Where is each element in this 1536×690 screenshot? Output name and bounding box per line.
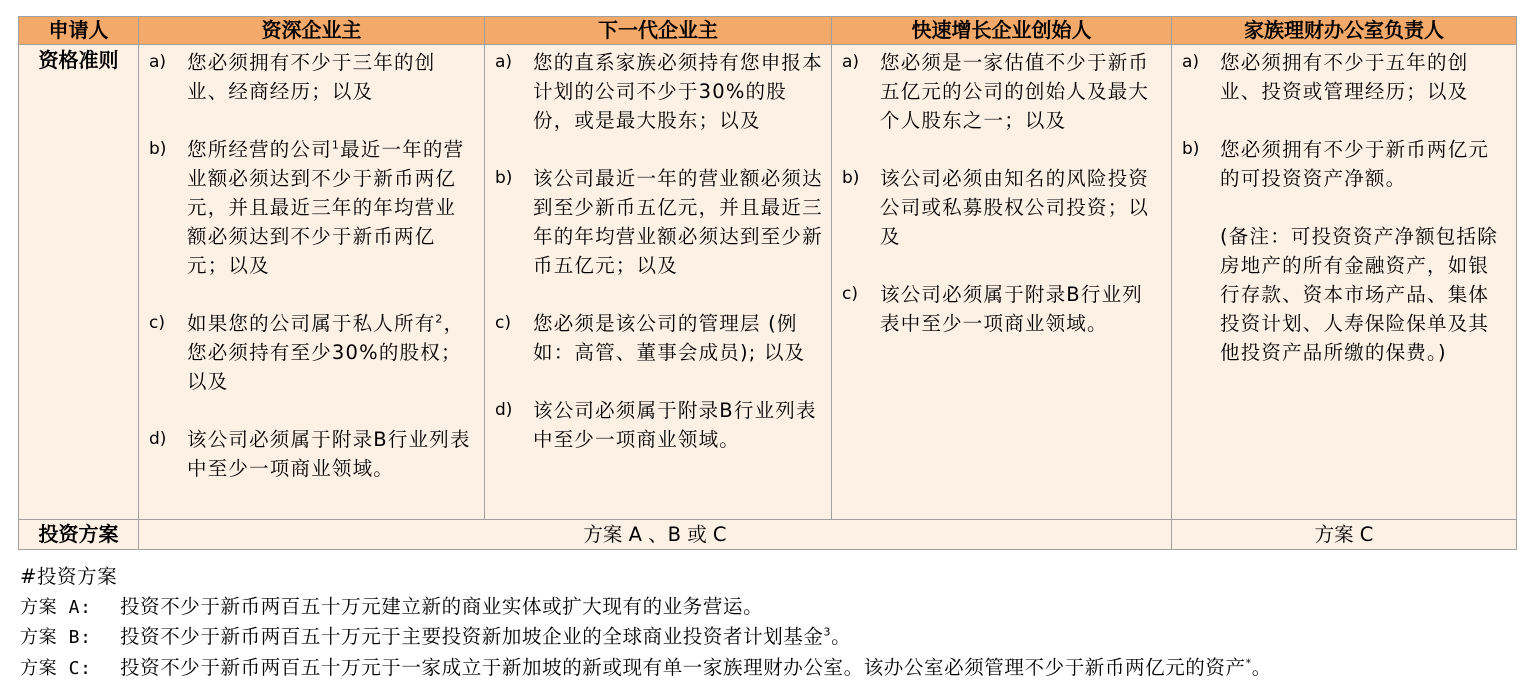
footnote-ref: 3: [823, 625, 832, 639]
table-header-row: [19, 17, 1517, 45]
item-marker: b): [842, 168, 860, 188]
option-text: 投资不少于新币两百五十万元建立新的商业实体或扩大现有的业务营运。: [120, 594, 764, 618]
item-marker: d): [495, 400, 513, 420]
item-marker: b): [495, 168, 513, 188]
list-item: [495, 48, 823, 135]
item-text: 该公司最近一年的营业额必须达到至少新币五亿元，并且最近三年的年均营业额必须达到至少新币五亿元；以及: [533, 167, 823, 277]
item-text: 您所经营的公司$^1$最近一年的营业额必须达到不少于新币两亿元，并且最近三年的年均营业额必须达到不少于新币两亿元；以及: [187, 138, 465, 277]
list-item: [1182, 135, 1508, 193]
option-text: 投资不少于新币两百五十万元于一家成立于新加坡的新或现有单一家族理财办公室。该办公室必须管理不少于新币两亿元的资产: [120, 655, 1246, 679]
item-text: 该公司必须属于附录B行业列表中至少一项商业领域。: [533, 399, 817, 451]
option-c-line: 方案 C: 投资不少于新币两百五十万元于一家成立于新加坡的新或现有单一家族理财办公室。该办公室必须管理不少于新币两亿元的资产*。: [20, 653, 1272, 684]
header-family-office-head: 家族理财办公室负责人: [1172, 17, 1517, 45]
header-fast-growth-founder: 快速增长企业创始人: [832, 17, 1172, 45]
item-marker: c): [495, 313, 511, 333]
footnote-ref: 1: [331, 138, 341, 152]
list-item: [149, 425, 476, 483]
item-text: 您必须拥有不少于三年的创业、经商经历；以及: [187, 51, 436, 103]
item-marker: b): [1182, 139, 1200, 159]
header-next-gen-owner: 下一代企业主: [485, 17, 832, 45]
item-text: 该公司必须属于附录B行业列表中至少一项商业领域。: [187, 428, 471, 480]
criteria-label: 资格准则: [19, 45, 139, 520]
item-marker: c): [149, 313, 165, 333]
footnote-ref: 2: [435, 312, 444, 326]
header-senior-owner: 资深企业主: [139, 17, 485, 45]
list-item: [842, 48, 1163, 135]
list-item: [842, 280, 1163, 338]
item-marker: a): [495, 52, 513, 72]
header-applicant: 申请人: [19, 17, 139, 45]
option-b-line: 方案 B: 投资不少于新币两百五十万元于主要投资新加坡企业的全球商业投资者计划基金$^3$。: [20, 622, 1272, 653]
list-item: [149, 309, 476, 396]
item-marker: d): [149, 429, 167, 449]
footnote-ref: *: [1245, 656, 1252, 669]
item-text: 您必须是一家估值不少于新币五亿元的公司的创始人及最大个人股东之一；以及: [880, 51, 1150, 132]
criteria-row: [19, 45, 1517, 520]
plan-c-cell: 方案 C: [1172, 520, 1517, 550]
list-item: [149, 48, 476, 106]
list-item: [149, 135, 476, 280]
option-label: 方案 B:: [20, 627, 92, 648]
item-text: 如果您的公司属于私人所有$^2$，您必须持有至少30%的股权；以及: [187, 312, 465, 393]
list-item: [495, 309, 823, 367]
plan-label: 投资方案: [19, 520, 139, 550]
item-marker: a): [842, 52, 860, 72]
investment-options-footer: [20, 562, 1272, 683]
item-text: 该公司必须属于附录B行业列表中至少一项商业领域。: [880, 283, 1143, 335]
item-marker: a): [149, 52, 167, 72]
list-item: [495, 396, 823, 454]
option-a-line: [20, 592, 1272, 623]
plan-abc-cell: 方案 A 、B 或 C: [139, 520, 1172, 550]
option-label: 方案 A:: [20, 596, 92, 618]
note-text: (备注：可投资资产净额包括除房地产的所有金融资产，如银行存款、资本市场产品、集体投资计划、人寿保险保单及其他投资产品所缴的保费。): [1220, 225, 1498, 364]
investment-plan-row: [19, 520, 1517, 550]
item-text: 该公司必须由知名的风险投资公司或私募股权公司投资；以及: [880, 167, 1150, 248]
list-item: [495, 164, 823, 280]
criteria-cell-fast-growth-founder: [832, 45, 1172, 520]
option-label: 方案 C:: [20, 657, 92, 679]
list-item: [842, 164, 1163, 251]
option-text: 投资不少于新币两百五十万元于主要投资新加坡企业的全球商业投资者计划基金: [120, 625, 824, 648]
footer-heading: #投资方案: [20, 565, 118, 588]
list-item: [1182, 48, 1508, 106]
item-text: 您必须拥有不少于新币两亿元的可投资资产净额。: [1220, 138, 1490, 190]
criteria-cell-next-gen-owner: [485, 45, 832, 520]
item-marker: c): [842, 284, 858, 304]
criteria-cell-senior-owner: [139, 45, 485, 520]
item-marker: a): [1182, 52, 1200, 72]
item-text: 您必须是该公司的管理层 (例如：高管、董事会成员); 以及: [533, 312, 806, 364]
criteria-cell-family-office-head: [1172, 45, 1517, 520]
eligibility-table: [18, 16, 1517, 550]
item-text: 您的直系家族必须持有您申报本计划的公司不少于30%的股份，或是最大股东；以及: [533, 51, 823, 132]
item-text: 您必须拥有不少于五年的创业、投资或管理经历；以及: [1220, 51, 1469, 103]
item-marker: b): [149, 139, 167, 159]
